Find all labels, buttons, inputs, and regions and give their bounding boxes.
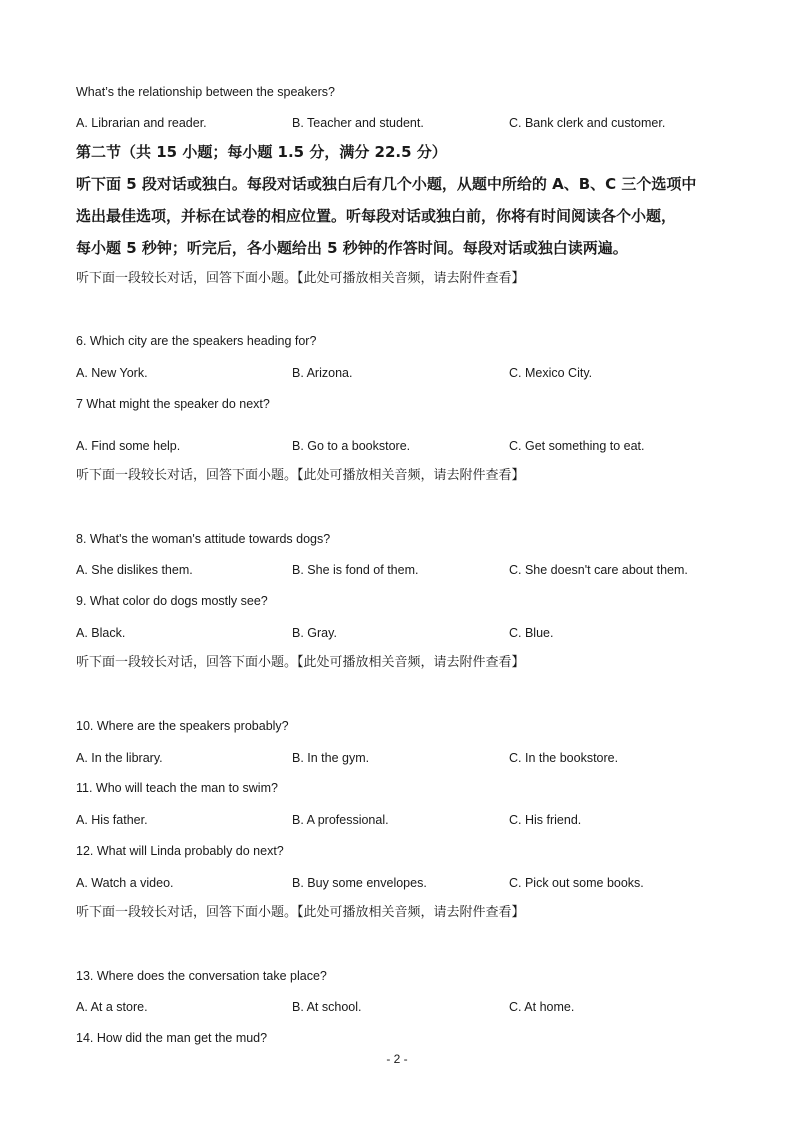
question-options — [76, 365, 756, 381]
option-a: A. New York. — [76, 366, 148, 380]
question-options — [76, 625, 756, 641]
q5-option-b: B. Teacher and student. — [292, 116, 424, 130]
option-a: A. Find some help. — [76, 439, 181, 453]
option-a: A. Black. — [76, 626, 126, 640]
page-number: - 2 - — [386, 1052, 408, 1066]
option-a: A. She dislikes them. — [76, 563, 193, 577]
q5-stem: What’s the relationship between the speakers? — [76, 85, 335, 99]
question-options — [76, 750, 756, 766]
section-directions-line-1: 听下面 5 段对话或独白。每段对话或独白后有几个小题，从题中所给的 A、B、C 三个选项中 — [76, 175, 697, 193]
option-a: A. At a store. — [76, 1000, 148, 1014]
question-options — [76, 438, 756, 454]
question-stem: 9. What color do dogs mostly see? — [76, 594, 268, 608]
option-a: A. In the library. — [76, 751, 163, 765]
option-b: B. Go to a bookstore. — [292, 439, 411, 453]
option-b: B. Arizona. — [292, 366, 353, 380]
question-stem: 12. What will Linda probably do next? — [76, 844, 284, 858]
q5-options — [76, 115, 756, 131]
section-title: 第二节（共 15 小题；每小题 1.5 分，满分 22.5 分） — [76, 143, 447, 161]
question-options — [76, 562, 756, 578]
question-options — [76, 875, 756, 891]
option-b: B. She is fond of them. — [292, 563, 419, 577]
q5-option-a: A. Librarian and reader. — [76, 116, 207, 130]
option-c: C. Pick out some books. — [509, 876, 644, 890]
option-b: B. Buy some envelopes. — [292, 876, 427, 890]
q5-option-c: C. Bank clerk and customer. — [509, 116, 666, 130]
option-c: C. She doesn't care about them. — [509, 563, 688, 577]
question-stem: 11. Who will teach the man to swim? — [76, 781, 278, 795]
option-c: C. In the bookstore. — [509, 751, 619, 765]
option-c: C. Get something to eat. — [509, 439, 645, 453]
section-directions-line-3: 每小题 5 秒钟；听完后，各小题给出 5 秒钟的作答时间。每段对话或独白读两遍。 — [76, 239, 628, 257]
question-stem: 7 What might the speaker do next? — [76, 397, 270, 411]
option-b: B. At school. — [292, 1000, 362, 1014]
question-stem: 13. Where does the conversation take place? — [76, 969, 327, 983]
option-c: C. Blue. — [509, 626, 554, 640]
question-stem: 14. How did the man get the mud? — [76, 1031, 268, 1045]
listening-instruction: 听下面一段较长对话，回答下面小题。【此处可播放相关音频，请去附件查看】 — [76, 468, 525, 483]
option-b: B. A professional. — [292, 813, 389, 827]
option-c: C. At home. — [509, 1000, 575, 1014]
question-options — [76, 812, 756, 828]
option-c: C. His friend. — [509, 813, 582, 827]
option-a: A. His father. — [76, 813, 148, 827]
question-stem: 6. Which city are the speakers heading for? — [76, 334, 317, 348]
question-stem: 10. Where are the speakers probably? — [76, 719, 289, 733]
listening-instruction: 听下面一段较长对话，回答下面小题。【此处可播放相关音频，请去附件查看】 — [76, 271, 525, 286]
section-directions-line-2: 选出最佳选项，并标在试卷的相应位置。听每段对话或独白前，你将有时间阅读各个小题， — [76, 207, 677, 225]
listening-instruction: 听下面一段较长对话，回答下面小题。【此处可播放相关音频，请去附件查看】 — [76, 905, 525, 920]
question-options — [76, 999, 756, 1015]
option-b: B. Gray. — [292, 626, 337, 640]
option-b: B. In the gym. — [292, 751, 370, 765]
option-a: A. Watch a video. — [76, 876, 174, 890]
question-stem: 8. What's the woman's attitude towards dogs? — [76, 532, 331, 546]
listening-instruction: 听下面一段较长对话，回答下面小题。【此处可播放相关音频，请去附件查看】 — [76, 655, 525, 670]
option-c: C. Mexico City. — [509, 366, 593, 380]
